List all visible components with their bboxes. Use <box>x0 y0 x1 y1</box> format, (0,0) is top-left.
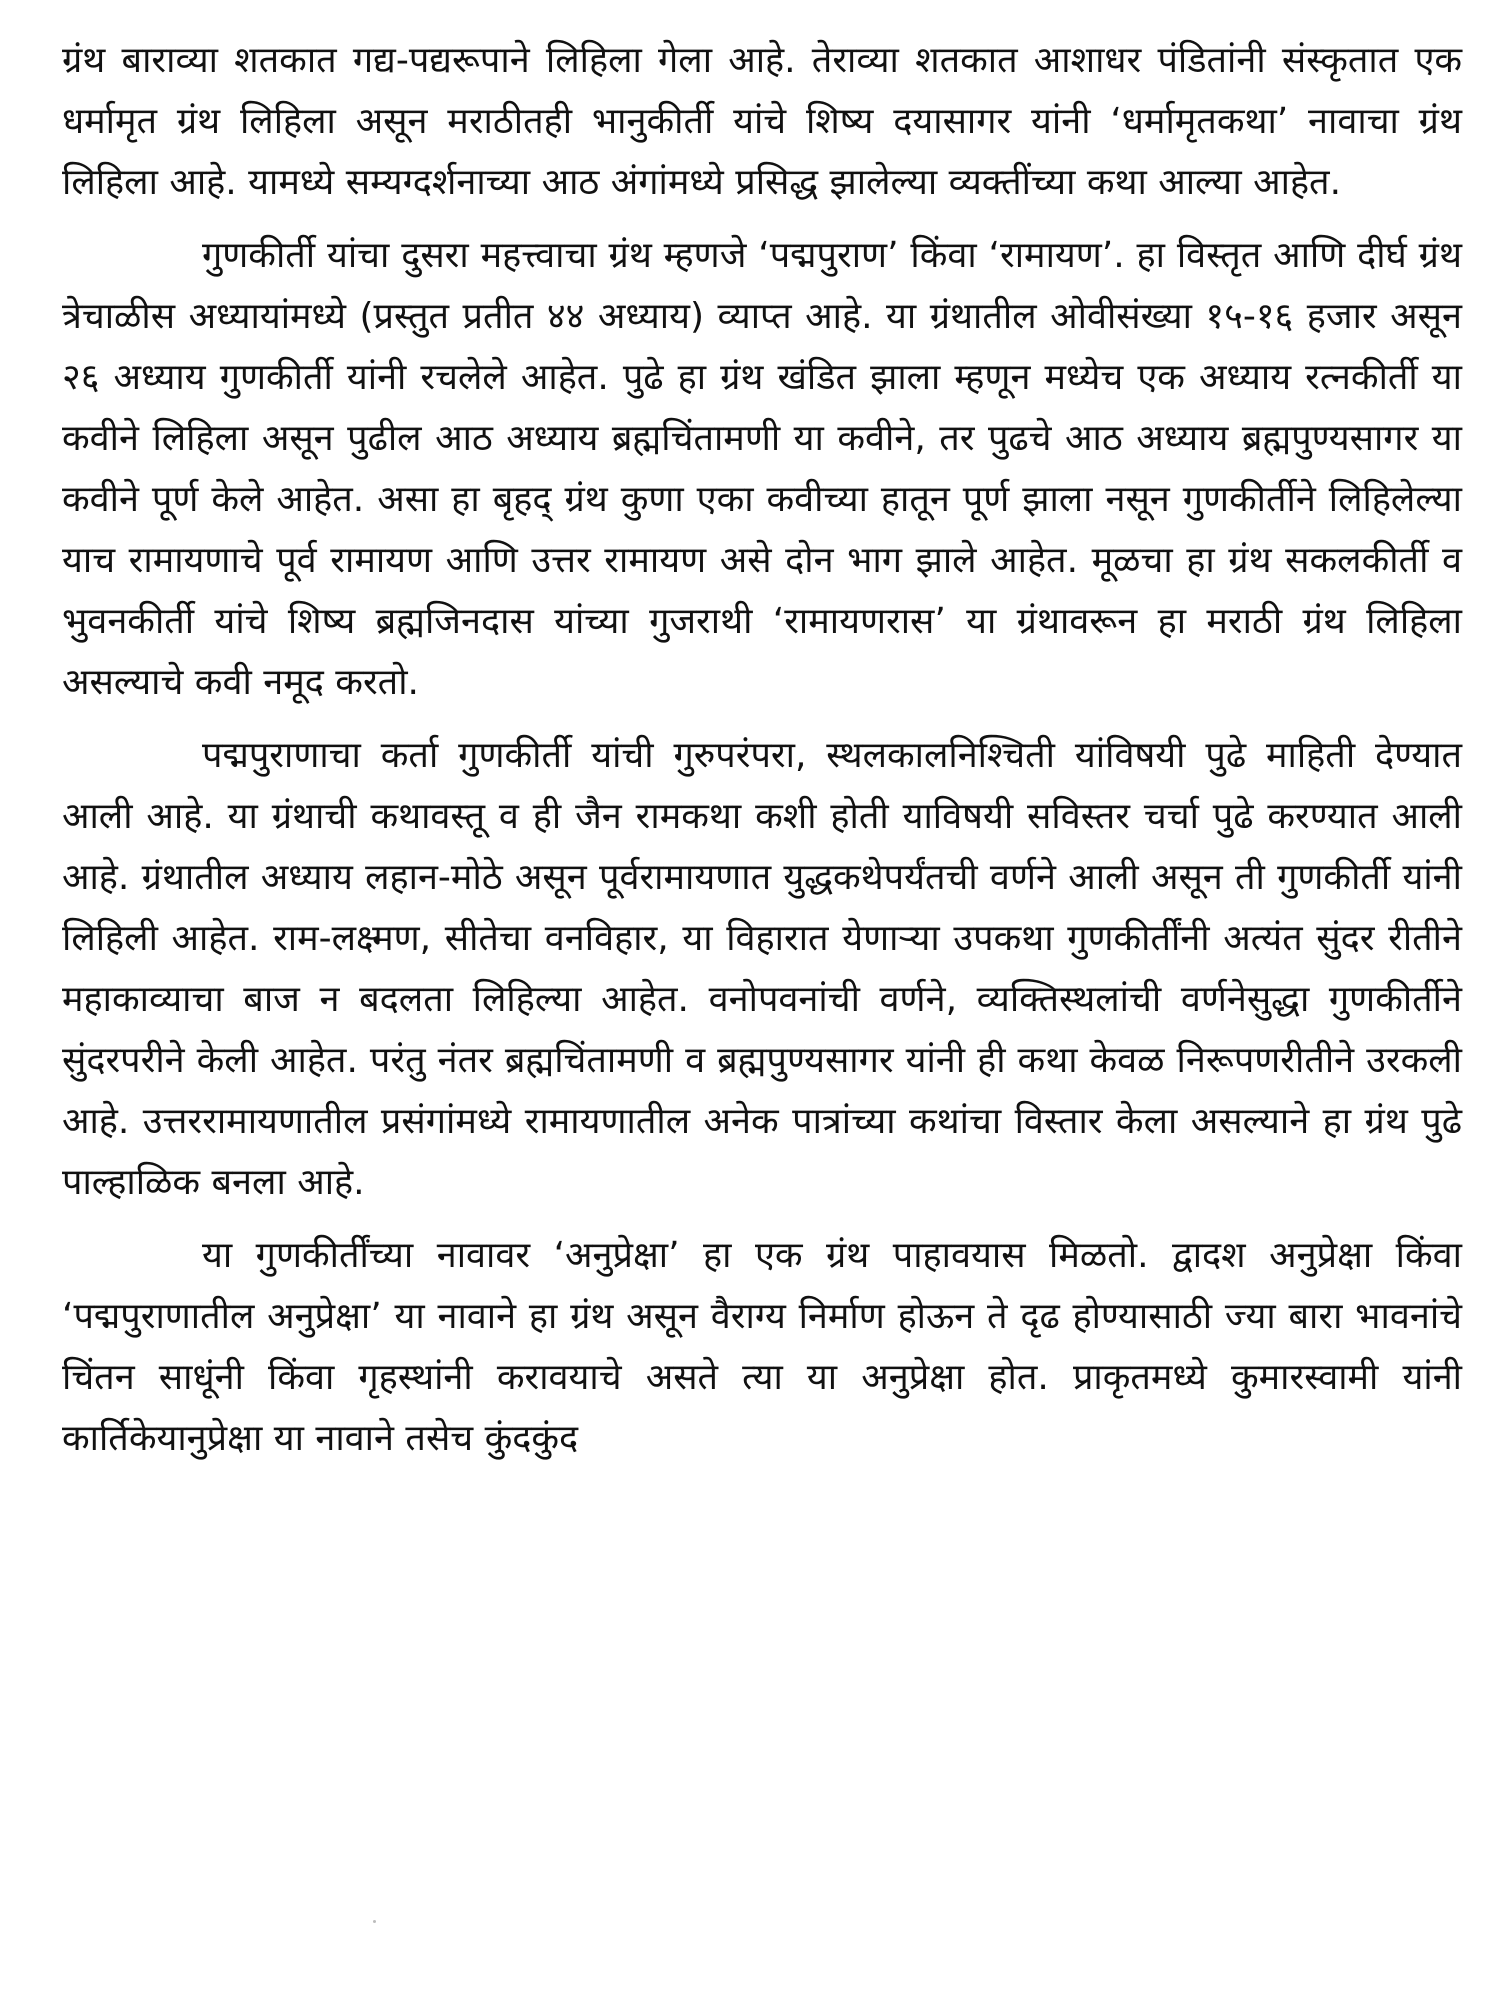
paragraph-4: या गुणकीर्तींच्या नावावर ‘अनुप्रेक्षा’ हा एक ग्रंथ पाहावयास मिळतो. द्वादश अनुप्रेक्षा किंवा ‘पद्मपुराणातील अनुप्रेक्षा’ या नावाने हा ग्रंथ असून वैराग्य निर्माण होऊन ते दृढ होण्यासाठी ज्या बारा भावनांचे चिंतन साधूंनी किंवा गृहस्थांनी करावयाचे असते त्या या अनुप्रेक्षा होत. प्राकृतमध्ये कुमारस्वामी यांनी कार्तिकेयानुप्रेक्षा या नावाने तसेच कुंदकुंद <box>62 1235 1462 1459</box>
paragraph-3: पद्मपुराणाचा कर्ता गुणकीर्ती यांची गुरुपरंपरा, स्थलकालनिश्चिती यांविषयी पुढे माहिती देण्यात आली आहे. या ग्रंथाची कथावस्तू व ही जैन रामकथा कशी होती याविषयी सविस्तर चर्चा पुढे करण्यात आली आहे. ग्रंथातील अध्याय लहान-मोठे असून पूर्वरामायणात युद्धकथेपर्यंतची वर्णने आली असून ती गुणकीर्ती यांनी लिहिली आहेत. राम-लक्ष्मण, सीतेचा वनविहार, या विहारात येणाऱ्या उपकथा गुणकीर्तींनी अत्यंत सुंदर रीतीने महाकाव्याचा बाज न बदलता लिहिल्या आहेत. वनोपवनांची वर्णने, व्यक्तिस्थलांची वर्णनेसुद्धा गुणकीर्तीने सुंदरपरीने केली आहेत. परंतु नंतर ब्रह्मचिंतामणी व ब्रह्मपुण्यसागर यांनी ही कथा केवळ निरूपणरीतीने उरकली आहे. उत्तररामायणातील प्रसंगांमध्ये रामायणातील अनेक पात्रांच्या कथांचा विस्तार केला असल्याने हा ग्रंथ पुढे पाल्हाळिक बनला आहे. <box>62 735 1462 1203</box>
document-page <box>62 30 1462 1481</box>
paragraph-2: गुणकीर्ती यांचा दुसरा महत्त्वाचा ग्रंथ म्हणजे ‘पद्मपुराण’ किंवा ‘रामायण’. हा विस्तृत आणि दीर्घ ग्रंथ त्रेचाळीस अध्यायांमध्ये (प्रस्तुत प्रतीत ४४ अध्याय) व्याप्त आहे. या ग्रंथातील ओवीसंख्या १५-१६ हजार असून २६ अध्याय गुणकीर्ती यांनी रचलेले आहेत. पुढे हा ग्रंथ खंडित झाला म्हणून मध्येच एक अध्याय रत्नकीर्ती या कवीने लिहिला असून पुढील आठ अध्याय ब्रह्मचिंतामणी या कवीने, तर पुढचे आठ अध्याय ब्रह्मपुण्यसागर या कवीने पूर्ण केले आहेत. असा हा बृहद् ग्रंथ कुणा एका कवीच्या हातून पूर्ण झाला नसून गुणकीर्तीने लिहिलेल्या याच रामायणाचे पूर्व रामायण आणि उत्तर रामायण असे दोन भाग झाले आहेत. मूळचा हा ग्रंथ सकलकीर्ती व भुवनकीर्ती यांचे शिष्य ब्रह्मजिनदास यांच्या गुजराथी ‘रामायणरास’ या ग्रंथावरून हा मराठी ग्रंथ लिहिला असल्याचे कवी नमूद करतो. <box>62 235 1462 703</box>
scan-speck <box>373 1920 376 1923</box>
paragraph-1: ग्रंथ बाराव्या शतकात गद्य-पद्यरूपाने लिहिला गेला आहे. तेराव्या शतकात आशाधर पंडितांनी संस्कृतात एक धर्मामृत ग्रंथ लिहिला असून मराठीतही भानुकीर्ती यांचे शिष्य दयासागर यांनी ‘धर्मामृतकथा’ नावाचा ग्रंथ लिहिला आहे. यामध्ये सम्यग्दर्शनाच्या आठ अंगांमध्ये प्रसिद्ध झालेल्या व्यक्तींच्या कथा आल्या आहेत. <box>62 40 1462 203</box>
